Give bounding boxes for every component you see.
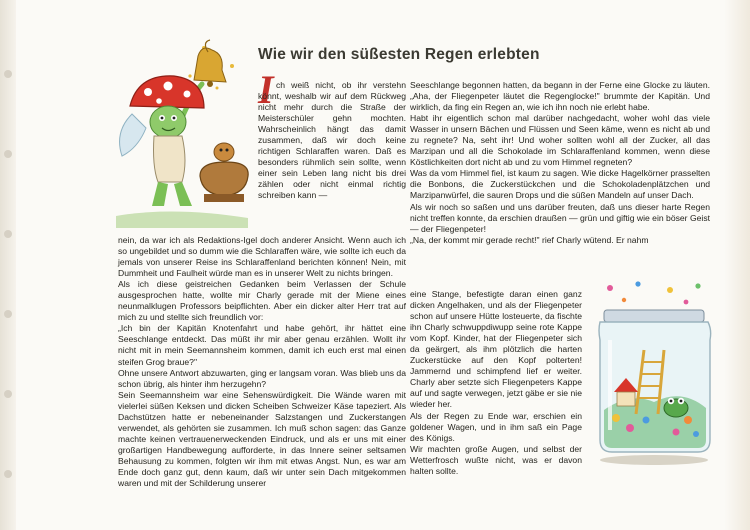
page-title: Wie wir den süßesten Regen erlebten <box>258 46 540 63</box>
paragraph-right-top: Seeschlange begonnen hatten, da begann in der Ferne eine Glocke zu läuten. „Aha, der Fliegenpeter läutet die Regenglocke!" brummte der Kapitän. Und wirklich, da fing ein Regen an, wie ich ihn noch nie erlebt habe. Habt ihr eigentlich schon mal darüber nachgedacht, woher wohl das viele Wasser in unsern Bächen und Flüssen und Seen käme, wenn es nicht ab und zu regnete? Na, seht ihr! Und woher sollten wohl all der Zucker, all das Marzipan und all die Schokolade im Schlaraffenland kommen, wenn diese Köstlichkeiten dort nicht ab und zu vom Himmel regneten? Was da vom Himmel fiel, ist kaum zu sagen. Wie dicke Hagelkörner prasselten die Bonbons, die Zuckerstückchen und die Schokoladenplätzchen und Marzipanwürfel, die sauren Drops und die süßen Mandeln auf unser Dach. Als wir noch so saßen und uns darüber freuten, daß uns dieser harte Regen nicht treffen konnte, da erschien draußen — grün und giftig wie ein böser Geist — der Fliegenpeter! „Na, der kommt mir gerade recht!" rief Charly wütend. Er nahm <box>410 80 710 245</box>
page-shadow <box>724 0 750 530</box>
mushroom-creature-bell-illustration <box>112 36 252 232</box>
drop-cap: I <box>258 67 274 112</box>
paragraph-left-top: ch weiß nicht, ob ihr verstehn könnt, weshalb wir auf dem Rückweg nicht mehr durch die Straße der Meisterschüler gehn mochten. Wahrscheinlich hängt das damit zusammen, daß wir doch keine richtigen Schlaraffen waren. Daß es besonders rühmlich sein sollte, wenn einer sein Leben lang nicht bis drei zählen oder nicht einmal richtig schreiben kann — <box>258 80 406 201</box>
binding-hole <box>4 390 12 398</box>
glass-jar-frog-illustration <box>590 280 720 470</box>
binding-hole <box>4 470 12 478</box>
paragraph-right-narrow: eine Stange, befestigte daran einen ganz dicken Angelhaken, und als der Fliegenpeter schon auf unsere Hütte losteuerte, da fischte ihn Charly schwuppdiwupp seine rote Kappe vom Kopf. Kinder, hat der Fliegenpeter sich da geärgert, als ihm plötzlich die harten Zuckerstücke auf den Kopf polterten! Jammernd und schimpfend lief er weiter. Charly aber setzte sich Fliegenpeters Kappe auf und sagte verwegen, jetzt gäbe er sie nie wieder her. Als der Regen zu Ende war, erschien ein goldener Wagen, und in ihm saß ein Page des Königs. Wir machten große Augen, und selbst der Wetterfrosch wußte nicht, was er davon halten sollte. <box>410 289 582 476</box>
binding-hole <box>4 150 12 158</box>
binding-hole <box>4 70 12 78</box>
binding-hole <box>4 310 12 318</box>
binding-edge <box>0 0 16 530</box>
binding-hole <box>4 230 12 238</box>
paragraph-left-column: nein, da war ich als Redaktions-Igel doch anderer Ansicht. Wenn auch ich so ungebildet und so dumm wie die Schlaraffen wäre, wie sollte ich euch da jemals von unserer Reise ins Schlaraffenland berichten können! Nein, mit Dummheit und Faulheit würde man es in unserer Welt zu nichts bringen. Als ich diese geistreichen Gedanken beim Verlassen der Schule ausgesprochen hatte, wollte mir Charly gerade mit der Miene eines neunmalklugen Professors beipflichten. Aber ein dicker alter Herr trat auf mich zu und stellte sich freundlich vor: „Ich bin der Kapitän Knotenfahrt und habe gehört, ihr hättet eine Seeschlange entdeckt. Das müßt ihr mir aber genau erzählen. Wollt ihr nicht mit in mein Seemannsheim kommen, damit ich euch erst mal einen steifen Grog braue?" Ohne unsere Antwort abzuwarten, ging er langsam voran. Was blieb uns da schon übrig, als hinter ihm herzugehn? Sein Seemannsheim war eine Sehenswürdigkeit. Die Wände waren mit vielerlei süßen Keksen und dicken Scheiben Schweizer Käse tapeziert. Als Dachstützen hatte er nebeneinander Salzstangen und Zuckerstangen verwendet, als gehörten sie zusammen. Ich muß schon sagen: das Ganze machte keinen vertrauenerweckenden Eindruck, und als er uns mit einer großartigen Handbewegung aufforderte, in das Innere seiner seltsamen Behausung zu kommen, folgten wir ihm mit etwas Angst. Nun, es war am Ende doch ganz gut, denn kaum, daß wir unter sein Dach mitgekommen waren und mit der Schilderung unserer <box>118 235 406 489</box>
